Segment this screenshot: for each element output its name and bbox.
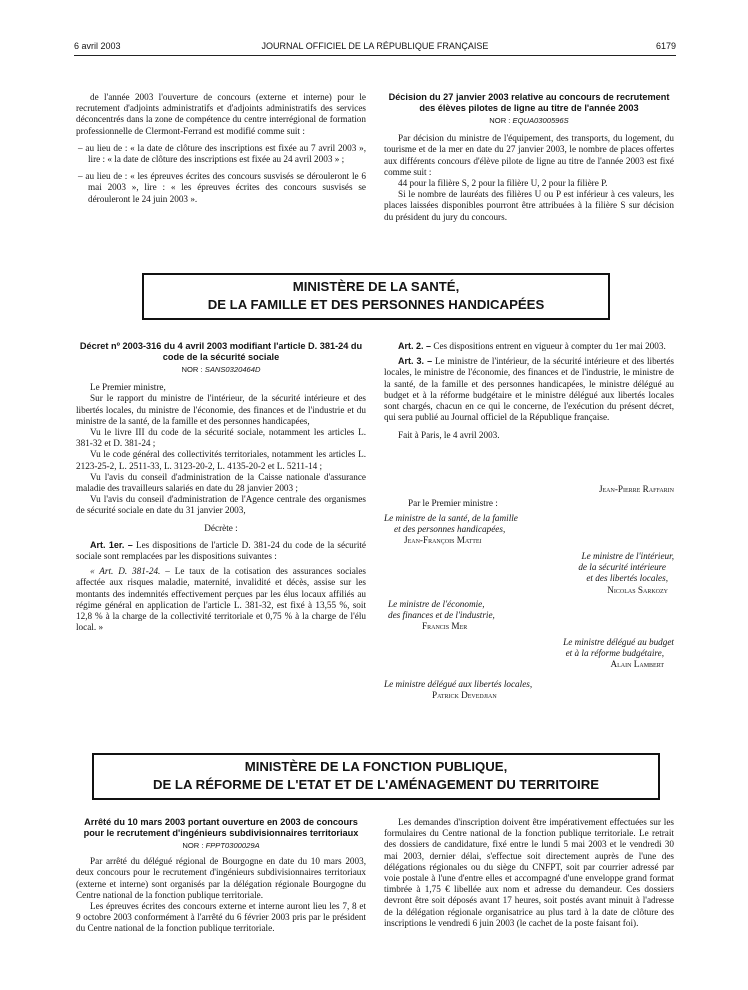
nor-label: NOR : [181,365,203,374]
article-2-label: Art. 2. – [398,341,432,351]
article-d-381-24 [76,566,366,633]
decret-title: Décret nº 2003-316 du 4 avril 2003 modifiant l'article D. 381-24 du code de la sécurité sociale [79,341,363,362]
signatory-title-line: et des personnes handicapées, [394,524,506,535]
correction-item-2: – au lieu de : « les épreuves écrites des concours susvisés se dérouleront le 6 mai 2003 », lire : « les épreuves écrites des concours susvisés se dérouleront le 24 juin 2003 ». [78,171,366,204]
signatory-title-line: Le ministre de la santé, de la famille [384,513,518,523]
fait-a-paris: Fait à Paris, le 4 avril 2003. [398,430,500,441]
signature-ministre-interieur [578,551,674,596]
signature-ministre-economie [388,599,495,633]
decision-paragraph-3: Si le nombre de lauréats des filières U ou P est inférieur à ces valeurs, les places laissées disponibles pourront être attribuées à la filière S sur décision du président du jury du concours. [384,189,674,222]
article-d-381-24-label: « Art. D. 381-24. – [90,566,170,577]
top-left-column [76,92,366,205]
arrete-paragraph-3: Les demandes d'inscription doivent être impérativement effectuées sur les formulaires du Centre national de la fonction publique territoriale. Le retrait des dossiers de candidature, fixé entre le lundi 5 mai 2003 et le vendredi 30 mai 2003, dernier délai, s'effectue soit directement auprès de l'une des délégations régionales ou du siège du CNFPT, soit par courrier adressé par voie postale à l'une d'entre elles et accompagné d'une enveloppe grand format timbrée à 1,75 € libellée aux nom et adresse du demandeur. Ces dossiers devront être soit déposés avant 17 heures, soit postés avant minuit à l'adresse de la délégation régionale organisatrice au plus tard à la date de clôture des inscriptions le vendredi 6 juin 2003 (le cachet de la poste faisant foi). [384,817,674,928]
decision-paragraph-2: 44 pour la filière S, 2 pour la filière U, 2 pour la filière P. [398,178,608,189]
header-journal-title: JOURNAL OFFICIEL DE LA RÉPUBLIQUE FRANÇAISE [261,41,489,51]
signatory-title-line: Le ministre de l'économie, [388,599,485,609]
signatory-title-line: des finances et de l'industrie, [388,610,495,621]
vu-2: Vu le code général des collectivités territoriales, notamment les articles L. 2123-25-2, L. 2511-33, L. 3123-20-2, L. 4135-20-2 et L. 5211-14 ; [76,449,366,471]
vu-1: Vu le livre III du code de la sécurité sociale, notamment les articles L. 381-32 et D. 381-24 ; [76,427,366,449]
nor-code: EQUA0300596S [512,116,569,125]
ministry-heading-sante [142,273,610,320]
premier-ministre: Le Premier ministre, [90,382,166,393]
signatory-title-line: de la sécurité intérieure [578,562,666,573]
article-3-text: Le ministre de l'intérieur, de la sécurité intérieure et des libertés locales, le ministre de l'économie, des finances et de l'industrie, le ministre de la santé, de la famille et des personnes handicapées, le ministre délégué au budget et à la réforme budgétaire et le ministre délégué aux libertés locales sont chargés, chacun en ce qui le concerne, de l'exécution du présent décret, qui sera publié au Journal officiel de la République française. [384,356,675,423]
signatory-title-line: Le ministre délégué aux libertés locales, [384,679,533,689]
nor-label: NOR : [182,841,204,850]
signatory-name: Francis Mer [422,621,468,632]
article-3 [384,356,674,423]
article-3-label: Art. 3. – [398,356,433,367]
arrete-nor [76,840,366,851]
ministry-line-2: DE LA FAMILLE ET DES PERSONNES HANDICAPÉES [207,297,545,312]
signature-ministre-budget [563,637,674,671]
nor-label: NOR : [489,116,511,125]
signatory-name: Patrick Devedjian [432,690,497,701]
vu-3: Vu l'avis du conseil d'administration de la Caisse nationale d'assurance maladie des travailleurs salariés en date du 28 janvier 2003 ; [76,471,366,494]
article-2-text: Ces dispositions entrent en vigueur à compter du 1er mai 2003. [433,341,666,351]
correction-item-1: – au lieu de : « la date de clôture des inscriptions est fixée au 7 avril 2003 », lire : « la date de clôture des inscriptions est fixée au 24 avril 2003 » ; [78,142,366,165]
signatory-name: Alain Lambert [610,659,664,670]
header-date: 6 avril 2003 [74,41,121,51]
decret-right-column [384,341,675,701]
signatory-name: Jean-Pierre Raffarin [598,484,674,494]
vu-4: Vu l'avis du conseil d'administration de l'Agence centrale des organismes de sécurité sociale en date du 31 janvier 2003, [76,494,366,516]
article-2 [384,341,674,352]
decision-nor [384,115,674,126]
arrete-title: Arrêté du 10 mars 2003 portant ouverture en 2003 de concours pour le recrutement d'ingénieurs subdivisionnaires territoriaux [83,817,359,838]
ministry-line-1: MINISTÈRE DE LA FONCTION PUBLIQUE, [244,759,508,774]
arrete-right-column [384,817,674,929]
decret-left-column [76,341,366,633]
signatory-title-line: Le ministre délégué au budget [563,637,674,647]
article-1 [76,540,366,562]
signatory-title-line: et des libertés locales, [586,573,668,584]
ministry-line-2: DE LA RÉFORME DE L'ETAT ET DE L'AMÉNAGEMENT DU TERRITOIRE [152,777,600,792]
article-1-text: Les dispositions de l'article D. 381-24 du code de la sécurité sociale sont remplacées par les dispositions suivantes : [76,539,366,562]
nor-code: FPPT0300029A [205,841,260,850]
article-d-381-24-text: Le taux de la cotisation des assurances sociales affectée aux risques maladie, maternité, invalidité et décès, assise sur les montants des indemnités effectivement perçues par les élus locaux affiliés au régime général en application de l'article L. 381-32, est fixé à 13,55 %, soit 12,8 % à la charge de la collectivité territoriale et 0,75 % à la charge de l'élu local. » [76,566,367,633]
top-right-column [384,92,674,223]
decret-nor [76,364,366,375]
arrete-left-column [76,817,366,935]
page-header [74,41,676,56]
signatory-title-line: Le ministre de l'intérieur, [581,551,674,561]
sur-le-rapport: Sur le rapport du ministre de l'intérieur, de la sécurité intérieure et des libertés locales, du ministre de l'économie, des finances et de l'industrie et du ministre de la santé, de la famille et des personnes handicapées, [76,393,366,426]
arrete-paragraph-1: Par arrêté du délégué régional de Bourgogne en date du 10 mars 2003, deux concours pour le recrutement d'ingénieurs subdivisionnaires territoriaux (externe et interne) sont organisés par la délégation régionale Bourgogne du Centre national de la fonction publique territoriale. [76,856,366,900]
signatory-title-line: et à la réforme budgétaire, [565,648,664,659]
decision-title: Décision du 27 janvier 2003 relative au concours de recrutement des élèves pilotes de ligne au titre de l'année 2003 [388,92,670,113]
intro-paragraph: de l'année 2003 l'ouverture de concours (externe et interne) pour le recrutement d'adjoints administratifs et d'adjoints administratifs des services déconcentrés dans la zone de compétence du centre interrégional de formation professionnelle de Clermont-Ferrand est modifié comme suit : [76,92,366,136]
ministry-heading-fonction-publique [92,753,660,800]
signature-premier-ministre [599,484,674,495]
arrete-paragraph-2: Les épreuves écrites des concours externe et interne auront lieu les 7, 8 et 9 octobre 2003 conformément à l'arrêté du 6 février 2003 pris par le président du Centre national de la fonction publique territoriale. [76,901,366,934]
nor-code: SANS0320464D [204,365,261,374]
signature-ministre-libertes [384,679,532,701]
signatory-name: Nicolas Sarkozy [607,584,668,595]
decision-paragraph-1: Par décision du ministre de l'équipement, des transports, du logement, du tourisme et de la mer en date du 27 janvier 2003, le nombre de places offertes aux différents concours d'élève pilote de ligne au titre de l'année 2003 est fixé comme suit : [384,133,674,177]
par-le-premier-ministre: Par le Premier ministre : [408,498,498,508]
signatory-name: Jean-François Mattei [404,535,482,546]
ministry-line-1: MINISTÈRE DE LA SANTÉ, [292,279,460,294]
header-page-number: 6179 [655,41,676,51]
decrete: Décrète : [204,522,238,533]
article-1-label: Art. 1er. – [90,539,133,550]
signature-ministre-sante [384,513,518,547]
